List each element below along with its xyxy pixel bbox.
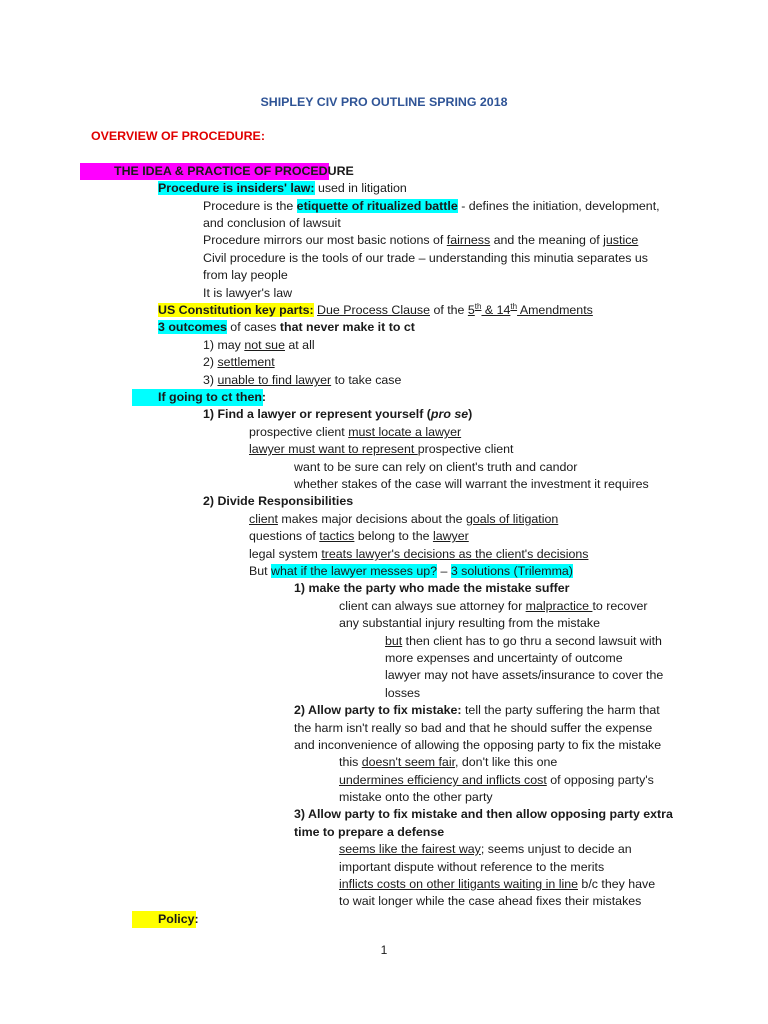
outline-text — [203, 354, 275, 371]
text-run: to recover — [592, 599, 648, 613]
text-run: questions of — [249, 529, 320, 543]
text-run: of opposing party's — [546, 773, 654, 787]
text-run: tactics — [319, 529, 355, 543]
outline-text — [158, 911, 199, 928]
text-run: settlement — [217, 355, 275, 369]
outline-text — [339, 754, 557, 771]
outline-text — [385, 667, 663, 684]
text-run: what if the lawyer messes up? — [271, 564, 438, 578]
text-run: 3 outcomes — [158, 320, 227, 334]
text-run: lawyer — [432, 529, 469, 543]
text-run: 3) — [203, 373, 218, 387]
text-run: It is lawyer's law — [203, 286, 293, 300]
section-heading: OVERVIEW OF PROCEDURE: — [91, 129, 265, 143]
text-run: undermines efficiency and inflicts cost — [339, 773, 547, 787]
outline-text — [203, 250, 648, 267]
text-run: But — [249, 564, 272, 578]
outline-text — [249, 528, 469, 545]
outline-text — [294, 720, 652, 737]
text-run: 1) make the party who made the mistake suffer — [294, 581, 570, 595]
outline-text — [339, 789, 493, 806]
text-run: prospective client — [249, 425, 349, 439]
text-run: seems like the fairest way — [339, 842, 481, 856]
outline-text — [339, 876, 655, 893]
text-run: tell the party suffering the harm that — [461, 703, 660, 717]
outline-text — [339, 615, 600, 632]
outline-text — [203, 198, 660, 215]
outline-text — [385, 633, 662, 650]
text-run: unable to find lawyer — [217, 373, 332, 387]
text-run: THE IDEA & PRACTICE OF PROCEDURE — [114, 164, 354, 178]
outline-text — [249, 441, 513, 458]
text-run: fairness — [446, 233, 491, 247]
text-run: Procedure is the — [203, 199, 297, 213]
text-run: want to be sure can rely on client's truth and candor — [294, 460, 578, 474]
text-run: that never make it to ct — [279, 320, 415, 334]
text-run: and the meaning of — [490, 233, 604, 247]
text-run: to wait longer while the case ahead fixes their mistakes — [339, 894, 642, 908]
outline-text — [339, 859, 604, 876]
text-run: of the — [430, 303, 468, 317]
text-run: whether stakes of the case will warrant the investment it requires — [294, 477, 649, 491]
outline-text — [203, 406, 472, 423]
page-number: 1 — [380, 943, 388, 957]
text-run: 1) may — [203, 338, 245, 352]
outline-text — [203, 493, 353, 510]
outline-text — [158, 180, 407, 197]
text-run: legal system — [249, 547, 322, 561]
text-run: etiquette of ritualized battle — [296, 199, 458, 213]
text-run: and inconvenience of allowing the opposing party to fix the mistake — [294, 738, 662, 752]
outline-text — [203, 232, 638, 249]
text-run: losses — [385, 686, 421, 700]
text-run: lawyer may not have assets/insurance to cover the — [385, 668, 664, 682]
text-run: 2) Allow party to fix mistake: — [294, 703, 462, 717]
text-run: doesn't seem fair — [361, 755, 456, 769]
outline-text — [294, 806, 673, 823]
text-run: 2) — [203, 355, 218, 369]
text-run: client — [249, 512, 278, 526]
outline-text — [249, 511, 558, 528]
outline-text — [203, 372, 401, 389]
text-run: 3) Allow party to fix mistake and then allow opposing party extra — [294, 807, 673, 821]
outline-text — [249, 546, 588, 563]
outline-text — [339, 841, 632, 858]
outline-text — [339, 893, 641, 910]
text-run: from lay people — [203, 268, 288, 282]
outline-text — [294, 459, 577, 476]
text-run: Procedure mirrors our most basic notions of — [203, 233, 447, 247]
text-run: used in litigation — [314, 181, 407, 195]
text-run: th — [474, 301, 482, 311]
outline-text — [385, 685, 420, 702]
text-run: Civil procedure is the tools of our trade – understanding this minutia separates us — [203, 251, 648, 265]
text-run: makes major decisions about the — [277, 512, 466, 526]
outline-text — [203, 267, 288, 284]
text-run: more expenses and uncertainty of outcome — [385, 651, 623, 665]
text-run: 2) Divide Responsibilities — [203, 494, 354, 508]
text-run: client can always sue attorney for — [339, 599, 526, 613]
text-run: – — [437, 564, 451, 578]
outline-text — [158, 389, 266, 406]
text-run: pro se — [430, 407, 469, 421]
outline-text — [203, 285, 292, 302]
text-run: Amendments — [517, 303, 593, 317]
text-run: goals of litigation — [465, 512, 559, 526]
text-run: malpractice — [525, 599, 593, 613]
text-run: the harm isn't really so bad and that he should suffer the expense — [294, 721, 653, 735]
text-run: th — [510, 301, 518, 311]
text-run: - defines the initiation, development, — [457, 199, 660, 213]
text-run: to take case — [331, 373, 402, 387]
outline-text — [249, 563, 573, 580]
text-run: prospective client — [417, 442, 514, 456]
text-run: at all — [284, 338, 315, 352]
text-run: 1) Find a lawyer or represent yourself ( — [203, 407, 431, 421]
outline-text — [294, 580, 569, 597]
text-run: Due Process Clause — [317, 303, 430, 317]
outline-text — [385, 650, 623, 667]
text-run: any substantial injury resulting from the mistake — [339, 616, 601, 630]
outline-text — [158, 319, 415, 336]
text-run: 5 — [467, 303, 475, 317]
text-run: must locate a lawyer — [348, 425, 462, 439]
text-run: important dispute without reference to the merits — [339, 860, 605, 874]
text-run: belong to the — [354, 529, 433, 543]
text-run: & 14 — [481, 303, 511, 317]
text-run: this — [339, 755, 362, 769]
outline-text — [294, 476, 649, 493]
text-run: but — [385, 634, 403, 648]
text-run: Procedure is insiders' law: — [158, 181, 315, 195]
text-run: , don't like this one — [455, 755, 558, 769]
outline-text — [339, 772, 654, 789]
text-run: Policy: — [158, 912, 199, 926]
text-run: 3 solutions (Trilemma) — [450, 564, 573, 578]
outline-text — [294, 824, 444, 841]
text-run: justice — [603, 233, 639, 247]
text-run: inflicts costs on other litigants waiting in line — [339, 877, 578, 891]
outline-text — [294, 737, 661, 754]
text-run: lawyer must want to represent — [249, 442, 418, 456]
text-run: US Constitution key parts: — [158, 303, 314, 317]
text-run: not sue — [244, 338, 285, 352]
text-run: treats lawyer's decisions as the client's decisions — [321, 547, 589, 561]
text-run: mistake onto the other party — [339, 790, 493, 804]
outline-text — [294, 702, 660, 719]
text-run: and conclusion of lawsuit — [203, 216, 341, 230]
text-run: ; seems unjust to decide an — [480, 842, 632, 856]
outline-text — [203, 215, 341, 232]
document-title: SHIPLEY CIV PRO OUTLINE SPRING 2018 — [260, 95, 508, 109]
text-run: time to prepare a defense — [294, 825, 445, 839]
outline-text — [158, 302, 593, 319]
text-run: then client has to go thru a second lawsuit with — [402, 634, 662, 648]
text-run: ) — [468, 407, 473, 421]
text-run: If going to ct then: — [158, 390, 267, 404]
text-run: b/c they have — [577, 877, 656, 891]
text-run: of cases — [226, 320, 280, 334]
outline-text — [114, 163, 354, 180]
outline-text — [203, 337, 315, 354]
outline-text — [249, 424, 461, 441]
outline-text — [339, 598, 648, 615]
